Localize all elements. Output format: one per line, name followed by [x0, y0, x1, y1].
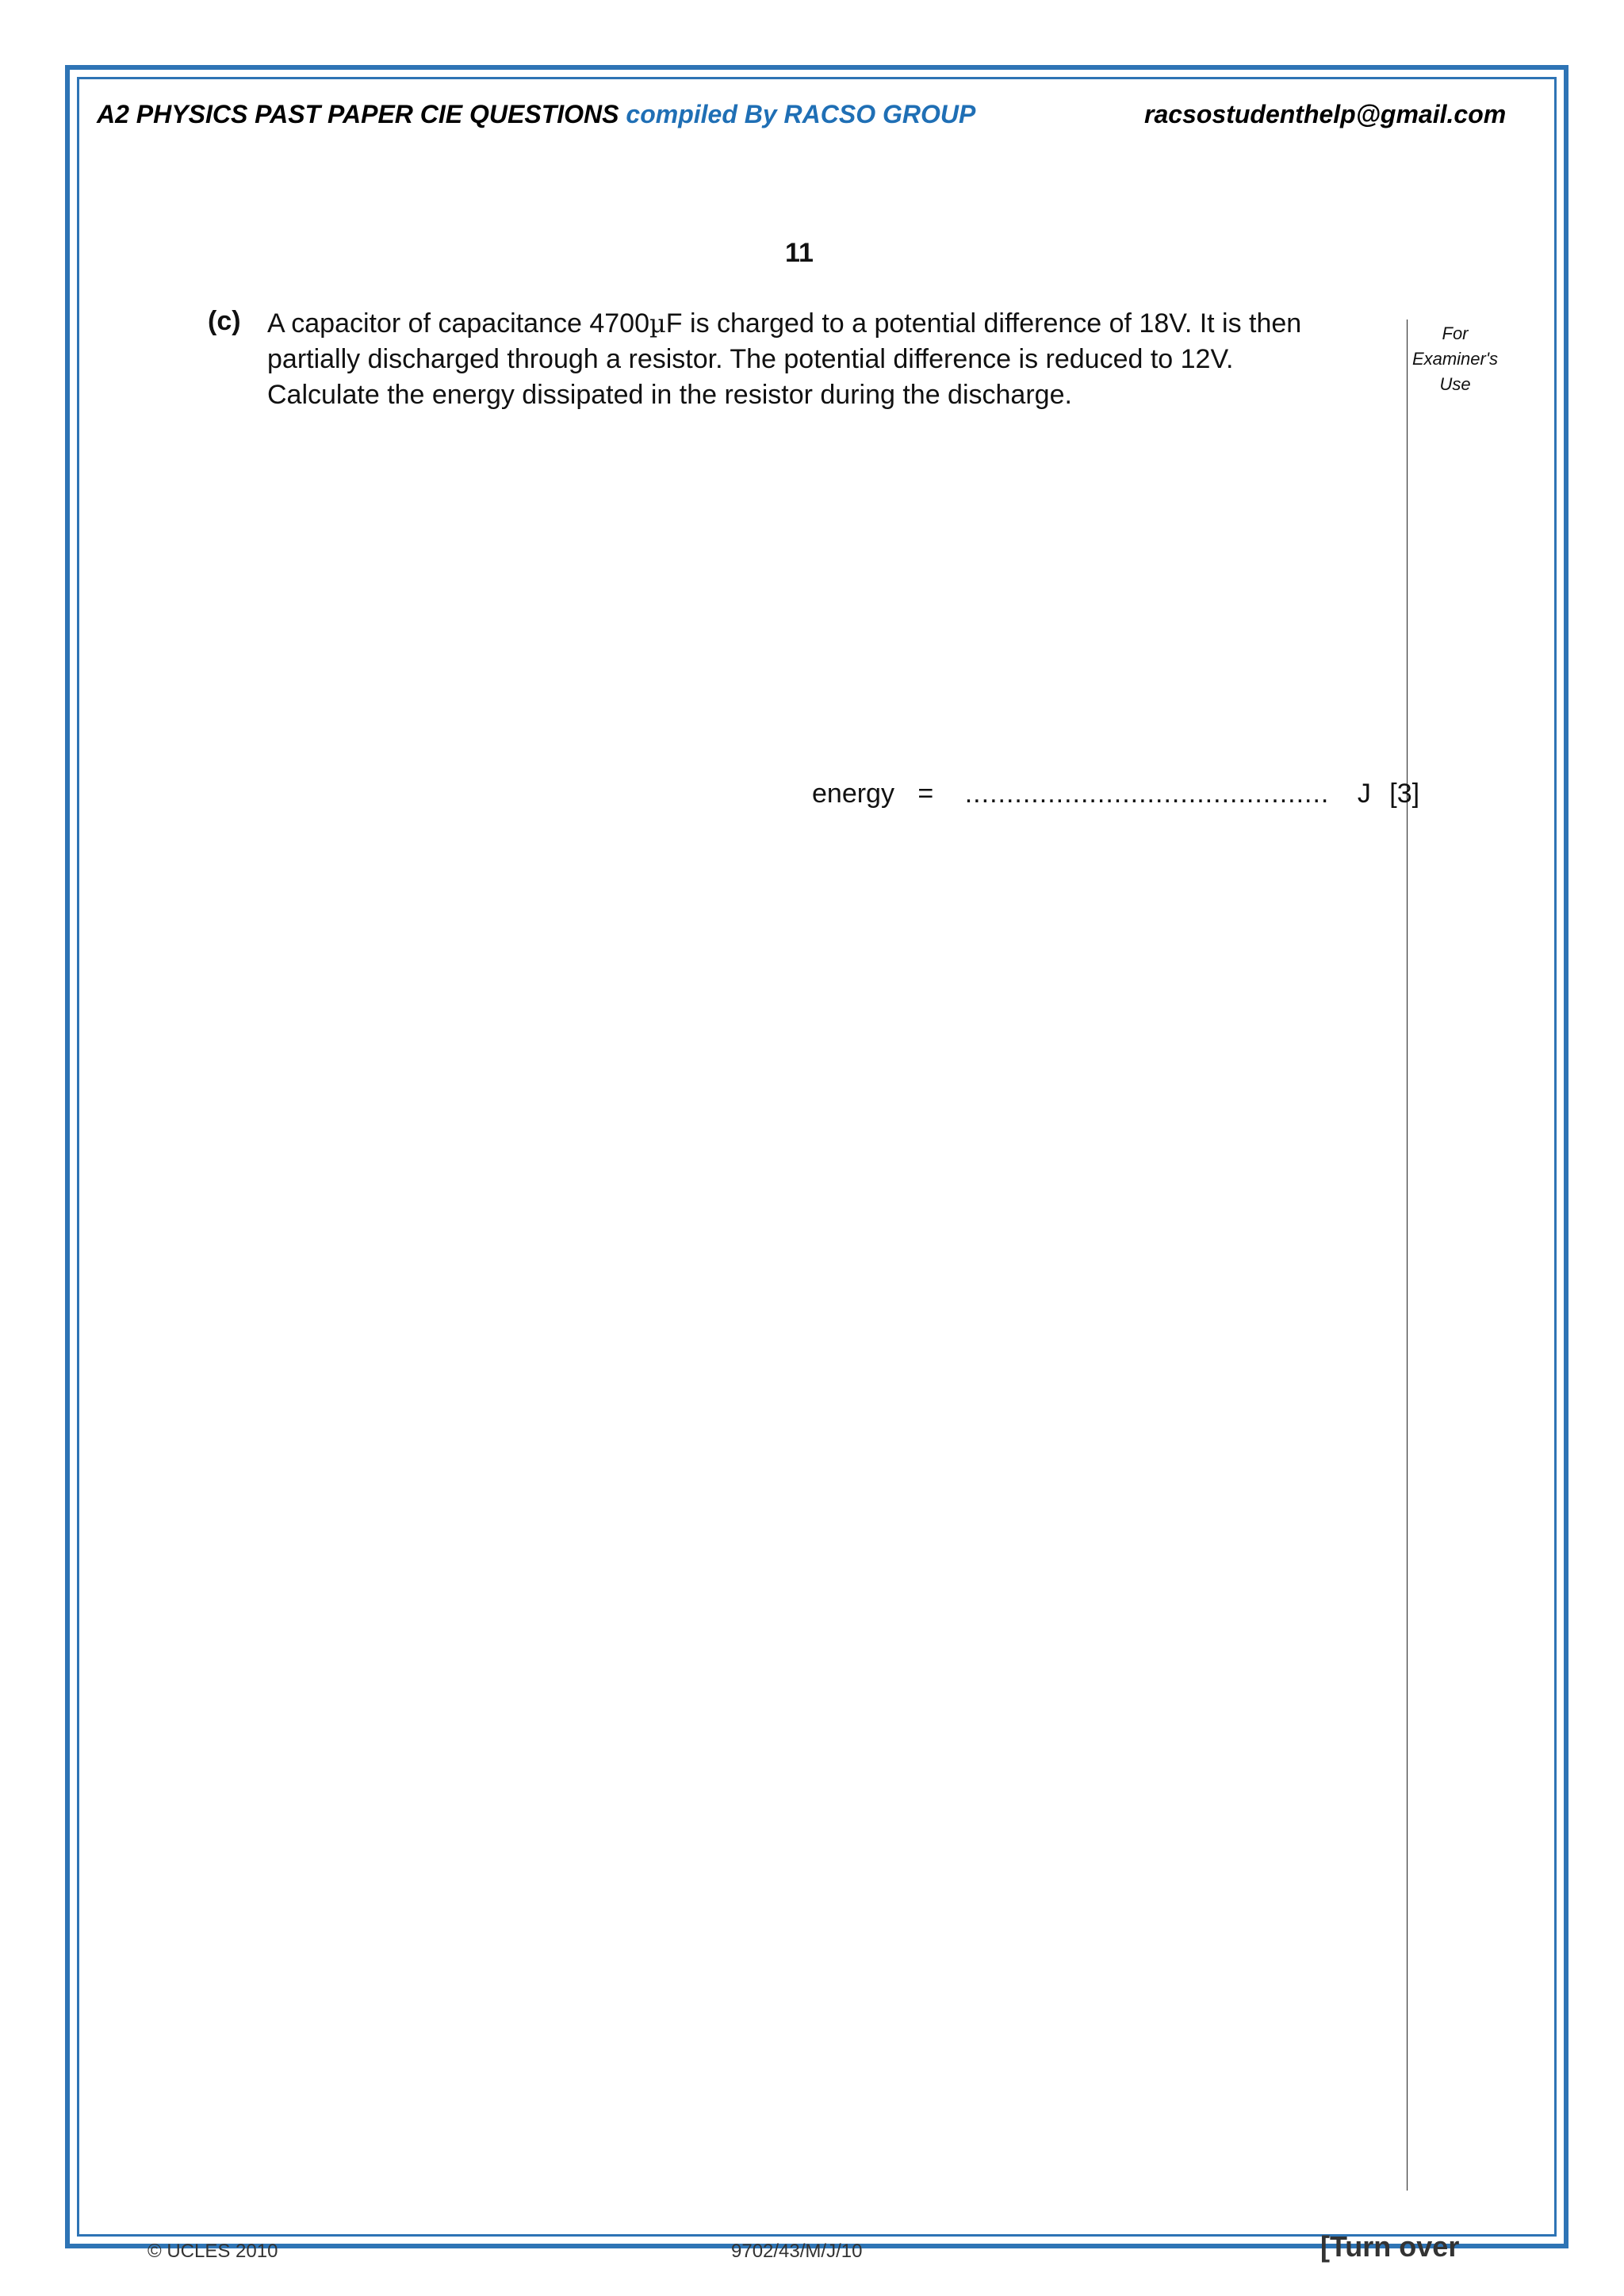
micro-symbol: µ [649, 308, 666, 339]
answer-marks: [3] [1389, 779, 1420, 809]
question-text [267, 306, 1393, 413]
footer-copyright: © UCLES 2010 [147, 2241, 278, 2262]
examiner-margin-rule [1407, 320, 1408, 2191]
question-part-label: (c) [208, 306, 241, 336]
examiner-use-label: For Examiner's Use [1411, 323, 1499, 394]
answer-unit: J [1357, 779, 1371, 809]
answer-field[interactable]: ............................................ [964, 779, 1330, 809]
header-title [97, 100, 975, 129]
header-title-text: A2 PHYSICS PAST PAPER CIE QUESTIONS [97, 100, 619, 128]
answer-equals: = [917, 779, 934, 809]
footer-turn-over: [Turn over [1320, 2230, 1460, 2263]
question-line-2: partially discharged through a resistor. The potential difference is reduced to 12V. [267, 344, 1234, 374]
question-line-3: Calculate the energy dissipated in the resistor during the discharge. [267, 380, 1072, 410]
header-credit: compiled By RACSO GROUP [626, 100, 976, 128]
answer-line [812, 779, 1419, 809]
page-number: 11 [785, 238, 814, 268]
footer-paper-code: 9702/43/M/J/10 [731, 2241, 863, 2262]
header-email: racsostudenthelp@gmail.com [1144, 100, 1507, 128]
question-line-1: A capacitor of capacitance 4700µF is charged to a potential difference of 18V. It is then [267, 308, 1302, 339]
answer-label: energy [812, 779, 894, 809]
